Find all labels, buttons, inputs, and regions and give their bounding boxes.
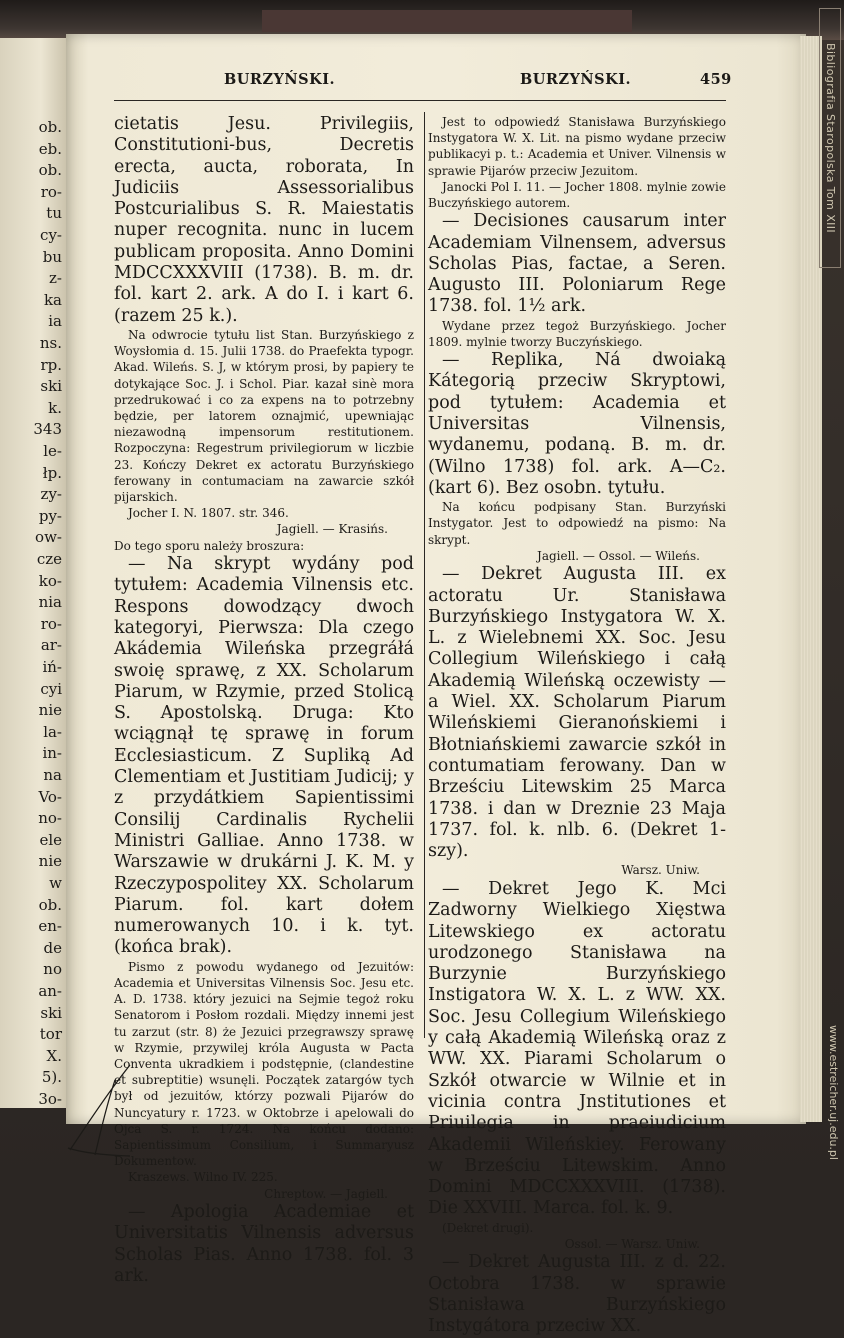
left-margin-fragment: ele bbox=[39, 830, 62, 849]
watermark-bottom: www.estreicher.uj.edu.pl bbox=[827, 1025, 840, 1160]
right_column-paragraph: (Dekret drugi). bbox=[442, 1220, 534, 1235]
left-margin-fragment: 5). bbox=[41, 1068, 62, 1087]
left-margin-fragment: k. bbox=[48, 398, 62, 417]
left-margin-fragment: nie bbox=[38, 701, 62, 720]
handwritten-mark bbox=[60, 1060, 140, 1160]
right_column-paragraph: Warsz. Uniw. bbox=[621, 863, 700, 878]
left-column bbox=[114, 114, 414, 1287]
left-margin-fragment: ob. bbox=[38, 895, 62, 914]
left-margin-fragment: ar- bbox=[40, 636, 62, 655]
left-margin-fragment: zy- bbox=[40, 485, 62, 504]
left-margin-fragment: cyi bbox=[40, 679, 62, 698]
left-margin-fragment: ia bbox=[48, 312, 62, 331]
right_column-paragraph: Janocki Pol I. 11. — Jocher 1808. mylnie zowie Buczyńskiego autorem. bbox=[428, 179, 726, 211]
left-margin-fragment: 343 bbox=[33, 420, 62, 439]
left-margin-fragment: tu bbox=[46, 204, 62, 223]
right_column-paragraph: Na końcu podpisany Stan. Burzyński Instygator. Jest to odpowiedź na pismo: Na skrypt. bbox=[428, 500, 726, 547]
left-margin-fragment: no- bbox=[38, 809, 62, 828]
right_column-paragraph: — Decisiones causarum inter Academiam Vilnensem, adversus Scholas Pias, factae, a Seren. Augusto III. Poloniarum Rege 1738. fol. 1½ ark. bbox=[428, 211, 726, 317]
left-margin-fragment: en- bbox=[38, 917, 62, 936]
left-margin-fragment: ns. bbox=[39, 334, 62, 352]
left-margin-fragment: ski bbox=[40, 1003, 62, 1022]
left-margin-fragment: cze bbox=[36, 550, 62, 568]
left-margin-fragment: z- bbox=[49, 269, 62, 288]
left_column-paragraph: Kraszews. Wilno IV. 225. bbox=[128, 1170, 278, 1185]
left-margin-fragment: la- bbox=[43, 722, 62, 741]
left-margin-fragment: bu bbox=[42, 247, 62, 266]
left-margin-fragment: Vo- bbox=[38, 787, 62, 806]
left-margin-fragment: ob. bbox=[38, 118, 62, 136]
left-margin-fragment: ka bbox=[43, 290, 62, 309]
left_column-paragraph: — Na skrypt wydány pod tytułem: Academia Vilnensis etc. Respons dowodzący dwoch kategoryi, Pierwsza: Dla czego Akádemia Wileńska przegráłá swoię sprawę, z XX. Scholarum Piarum, w Rzymie, przed Stolicą S. Apostolską. Druga: Kto wciągnął tę sprawę in forum Ecclesiasticum. Z Supliką Ad Clementiam et Justitiam Judicij; y z przydátkiem Sapientissimi Consilij Cardinalis Rychelii Ministri Galliae. Anno 1738. w Warszawie w drukárni J. K. M. y Rzeczypospolitey XX. Scholarum Piarum. fol. kart dołem numerowanych 10. i k. tyt. (końca brak). bbox=[114, 554, 414, 958]
left-margin-fragment: ro- bbox=[40, 614, 62, 633]
left_column-paragraph: Jagiell. — Krasińs. bbox=[276, 522, 388, 537]
left-margin-fragment: ski bbox=[40, 377, 62, 396]
left_column-paragraph: Na odwrocie tytułu list Stan. Burzyńskiego z Woysłomia d. 15. Julii 1738. do Praefekta typogr. Akad. Wileńs. S. J, w którym prosi, by papiery te dotykające Soc. J. i Schol. Piar. kazał sinè mora przedrukować i co za expens na to potrzebny będzie, per latorem oznajmić, upewniając niezawodną impensorum restitutionem. Rozpoczyna: Regestrum privilegiorum w liczbie 23. Kończy Dekret ex actoratu Burzyńskiego ferowany in contumaciam na zawarcie szkół pijarskich. bbox=[114, 327, 414, 504]
left-margin-fragment: w bbox=[49, 874, 62, 892]
watermark-top: Bibliografia Staropolska Tom XIII bbox=[819, 8, 841, 268]
header-rule bbox=[114, 100, 726, 101]
left-margin-fragment: eb. bbox=[38, 139, 62, 158]
left-margin-fragment: nia bbox=[38, 593, 62, 612]
left-margin-fragment: py- bbox=[38, 506, 62, 525]
left-margin-fragment: łp. bbox=[42, 463, 62, 482]
left_column-paragraph: Chreptow. — Jagiell. bbox=[264, 1186, 388, 1201]
right_column-paragraph: Jest to odpowiedź Stanisława Burzyńskiego Instygatora W. X. Lit. na pismo wydane przeciw publikacyi p. t.: Academia et Univer. Vilnensis w sprawie Pijarów przeciw Jezuitom. bbox=[428, 115, 726, 178]
right_column-paragraph: — Replika, Ná dwoiaką Kátegorią przeciw Skryptowi, pod tytułem: Academia et Universitas Vilnensis, wydanemu, podaną. B. m. dr. (Wilno 1738) fol. ark. A—C₂. (kart 6). Bez osobn. tytułu. bbox=[428, 350, 726, 498]
left-margin-fragment: ow- bbox=[35, 528, 62, 547]
left-margin-fragment: ro- bbox=[40, 182, 62, 201]
right_column-paragraph: Jagiell. — Ossol. — Wileńs. bbox=[537, 548, 700, 563]
left-margin-fragment: in- bbox=[42, 744, 62, 763]
right_column-paragraph: Ossol. — Warsz. Uniw. bbox=[564, 1236, 700, 1251]
right-column bbox=[428, 114, 726, 1338]
page-number: 459 bbox=[700, 71, 732, 88]
header-left: BURZYŃSKI. bbox=[224, 71, 336, 88]
strap-tag bbox=[262, 10, 632, 32]
left_column-paragraph: cietatis Jesu. Privilegiis, Constitutioni-bus, Decretis erecta, aucta, roborata, In Judiciis Assessorialibus Postcurialibus S. R. Maiestatis nuper recognita. nunc in lucem publicam proposita. Anno Domini MDCCXXXVIII (1738). B. m. dr. fol. kart 2. ark. A do I. i kart 6. (razem 25 k.). bbox=[114, 114, 414, 326]
left-margin-fragment: ob. bbox=[38, 161, 62, 180]
header-center: BURZYŃSKI. bbox=[520, 71, 632, 88]
left-margin-fragment: le- bbox=[43, 442, 62, 460]
left-margin-fragment: ko- bbox=[38, 571, 62, 590]
left-margin-fragment: X. bbox=[46, 1046, 62, 1065]
left-margin-fragment: tor bbox=[39, 1025, 62, 1044]
left-margin-fragment: iń- bbox=[42, 658, 62, 676]
right_column-paragraph: — Dekret Augusta III. ex actoratu Ur. Stanisława Burzyńskiego Instygatora W. X. L. z Wielebnemi XX. Soc. Jesu Collegium Wileńskiego i całą Akademią Wileńską oczewisty — a Wiel. XX. Scholarum Piarum Wileńskiemi Gieranońskiemi i Błotniańskiemi zawarcie szkół in contumatiam ferowany. Dan w Brześciu Litewskim 25 Marca 1738. i dan w Dreznie 23 Maja 1737. fol. k. nlb. 6. (Dekret 1-szy). bbox=[428, 564, 726, 862]
right_column-paragraph: — Dekret Jego K. Mci Zadworny Wielkiego Xięstwa Litewskiego ex actoratu urodzonego Stanisława na Burzynie Burzyńskiego Instigatora W. X. L. z WW. XX. Soc. Jesu Collegium Wileńskiego y całą Akademią Wileńską oraz z WW. XX. Piarami Scholarum o Szkół otwarcie w Wilnie et in vicinia contra Jnstitutiones et Priuilegia in praeiudicium Akademii Wileńskiey. Ferowany w Brześciu Litewskim. Anno Domini MDCCXXXVIII. (1738). Die XXVIII. Marca. fol. k. 9. bbox=[428, 878, 726, 1219]
left-margin-fragment: no bbox=[43, 960, 62, 979]
left_column-paragraph: — Apologia Academiae et Universitatis Vilnensis adversus Scholas Pias. Anno 1738. fol. 3 ark. bbox=[114, 1202, 414, 1286]
right_column-paragraph: Wydane przez tegoż Burzyńskiego. Jocher 1809. mylnie tworzy Buczyńskiego. bbox=[428, 318, 726, 349]
left-margin-fragment: rp. bbox=[40, 355, 62, 374]
left_column-paragraph: Jocher I. N. 1807. str. 346. bbox=[128, 506, 289, 521]
left_column-paragraph: Pismo z powodu wydanego od Jezuitów: Academia et Universitas Vilnensis Soc. Jesu etc. A. D. 1738. który jezuici na Sejmie tegoż roku Senatorom i Posłom rozdali. Między innemi jest tu zarzut (str. 8) że Jezuici przegrawszy sprawę w Rzymie, przywilej króla Augusta w Pacta Conventa ukradkiem i podstępnie, (clandestine et subreptitie) wsunęli. Początek zatargów tych był od jezuitów, którzy pozwali Pijarów do Nuncyatury r. 1723. w Oktobrze i apelowali do Ojca S. r. 1724. Na końcu dodano: Sapientissimum Consilium, i Summaryusz Dokumentow. bbox=[114, 959, 414, 1169]
column-divider bbox=[424, 112, 425, 1038]
left-margin-fragment: an- bbox=[38, 982, 62, 1000]
left-margin-fragment: 3o- bbox=[38, 1090, 62, 1108]
left_column-paragraph: Do tego sporu należy broszura: bbox=[114, 538, 305, 553]
left-page-fragment bbox=[0, 38, 68, 1108]
left-margin-fragment: cy- bbox=[40, 226, 62, 244]
left-margin-fragment: na bbox=[43, 766, 62, 784]
left-margin-fragment: de bbox=[43, 938, 62, 957]
right_column-paragraph: — Dekret Augusta III. z d. 22. Octobra 1738. w sprawie Stanisława Burzyńskiego Instygátora przeciw XX. bbox=[428, 1252, 726, 1337]
left-margin-fragment: nie bbox=[38, 852, 62, 871]
